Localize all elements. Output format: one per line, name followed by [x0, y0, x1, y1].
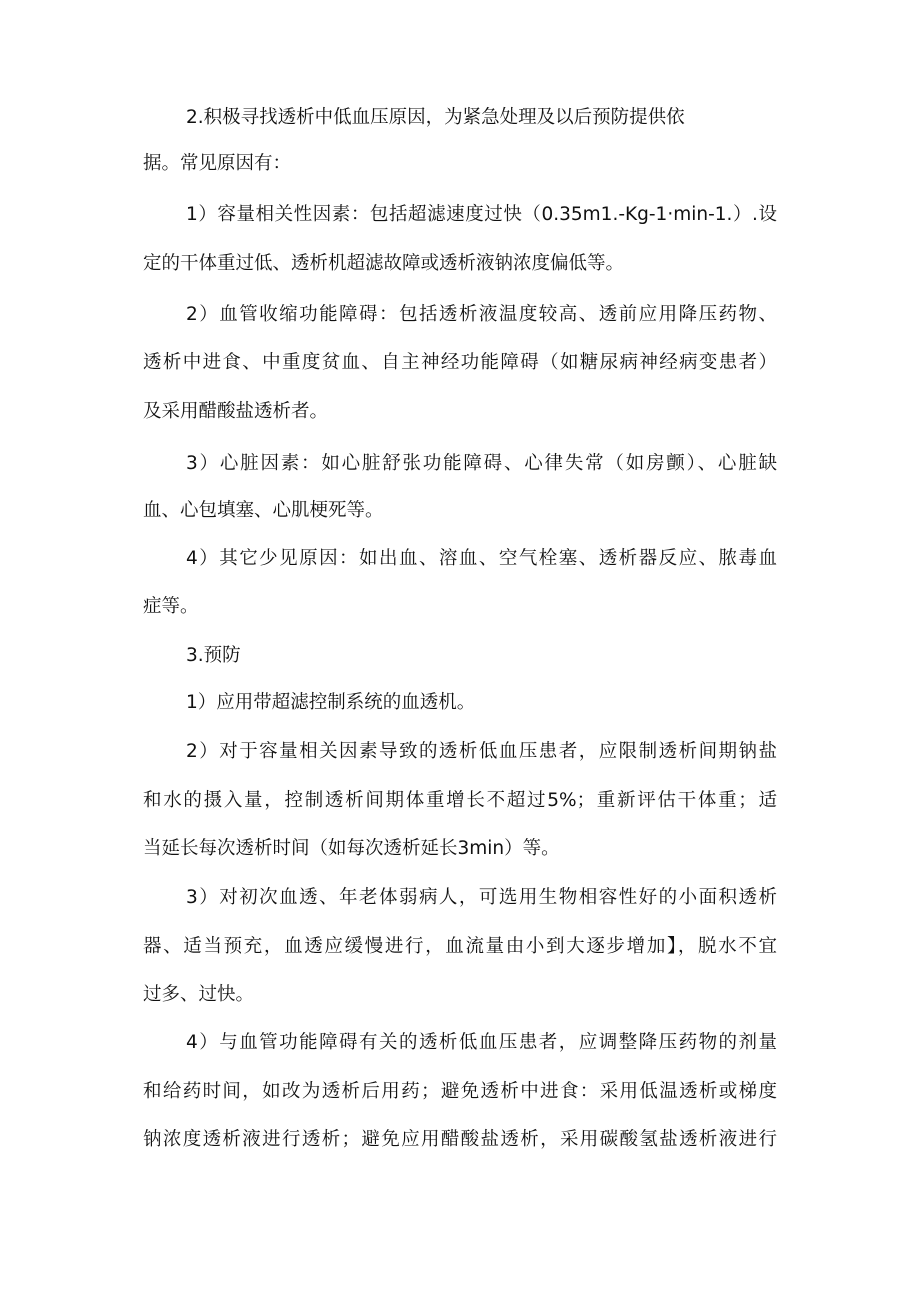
paragraph-line: 1）应用带超滤控制系统的血透机。 — [186, 692, 476, 713]
paragraph-line: 及采用醋酸盐透析者。 — [143, 401, 329, 422]
paragraph-line: 过多、过快。 — [143, 984, 255, 1005]
paragraph-line: 血、心包填塞、心肌梗死等。 — [143, 500, 384, 521]
paragraph-line: 3）心脏因素：如心脏舒张功能障碍、心律失常（如房颤）、心脏缺 — [186, 453, 777, 474]
paragraph-line: 症等。 — [143, 596, 199, 617]
paragraph-line: 2）对于容量相关因素导致的透析低血压患者，应限制透析间期钠盐 — [186, 741, 777, 762]
paragraph-line: 透析中进食、中重度贫血、自主神经功能障碍（如糖尿病神经病变患者） — [143, 352, 777, 373]
section-heading: 3.预防 — [186, 645, 241, 666]
paragraph-line: 当延长每次透析时间（如每次透析延长3min）等。 — [143, 838, 560, 859]
paragraph-line: 定的干体重过低、透析机超滤故障或透析液钠浓度偏低等。 — [143, 253, 625, 274]
paragraph-line: 1）容量相关性因素：包括超滤速度过快（0.35m1.-Kg-1·min-1.）.设 — [186, 204, 777, 225]
paragraph-line: 钠浓度透析液进行透析；避免应用醋酸盐透析，采用碳酸氢盐透析液进行 — [143, 1129, 777, 1150]
paragraph-line: 4）其它少见原因：如出血、溶血、空气栓塞、透析器反应、脓毒血 — [186, 548, 777, 569]
paragraph-line: 和给药时间，如改为透析后用药；避免透析中进食：采用低温透析或梯度 — [143, 1081, 777, 1102]
paragraph-line: 3）对初次血透、年老体弱病人，可选用生物相容性好的小面积透析 — [186, 887, 777, 908]
paragraph-line: 2.积极寻找透析中低血压原因，为紧急处理及以后预防提供依 — [186, 107, 685, 128]
paragraph-line: 和水的摄入量，控制透析间期体重增长不超过5%；重新评估干体重；适 — [143, 790, 777, 811]
paragraph-line: 器、适当预充，血透应缓慢进行，血流量由小到大逐步增加】，脱水不宜 — [143, 936, 777, 957]
paragraph-line: 4）与血管功能障碍有关的透析低血压患者，应调整降压药物的剂量 — [186, 1032, 777, 1053]
paragraph-line: 据。常见原因有： — [143, 153, 292, 174]
paragraph-line: 2）血管收缩功能障碍：包括透析液温度较高、透前应用降压药物、 — [186, 304, 777, 325]
